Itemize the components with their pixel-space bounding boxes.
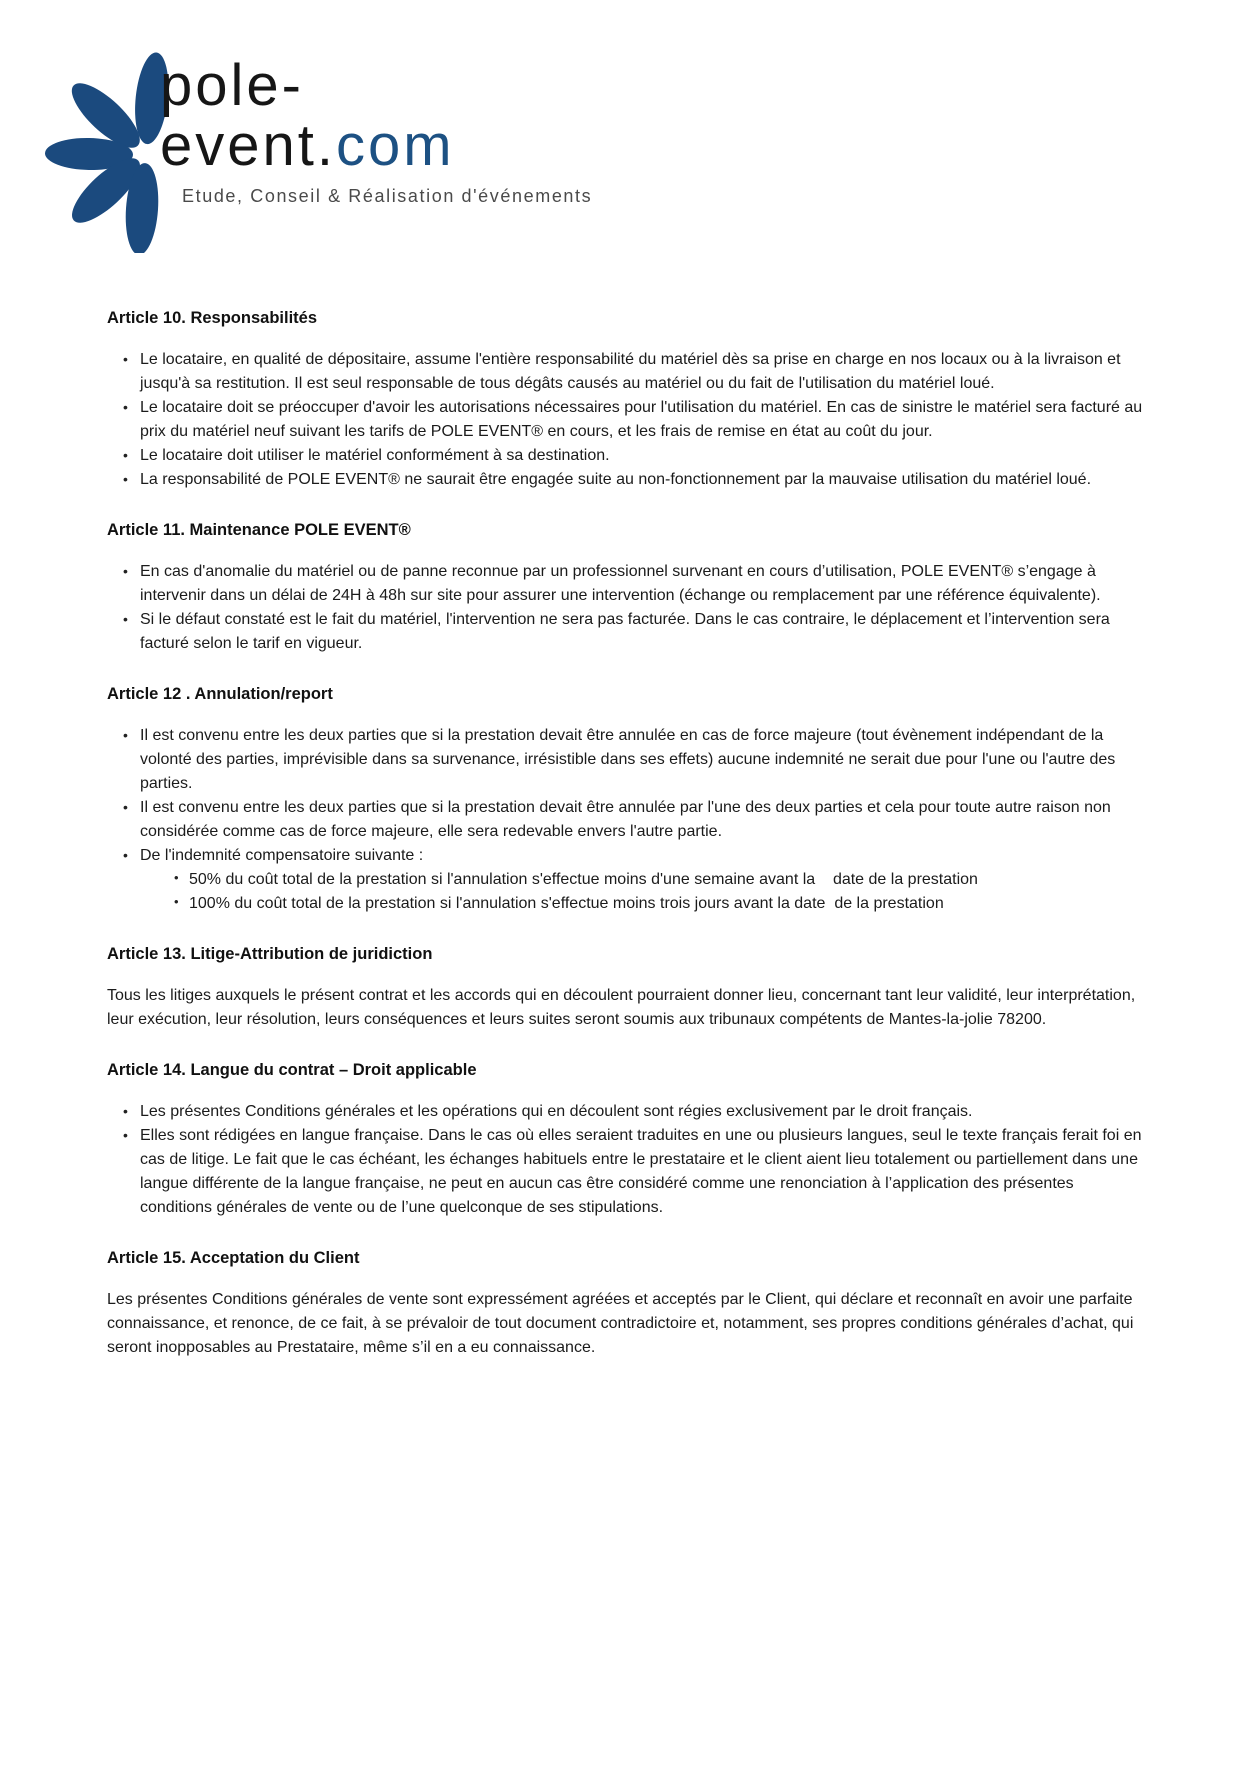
list-item: • Si le défaut constaté est le fait du matériel, l'intervention ne sera pas facturée. Dans le cas contraire, le déplacement et l’intervention sera facturé selon le tarif en vigueur. xyxy=(140,608,1147,656)
list-item: • De l'indemnité compensatoire suivante : • 50% du coût total de la prestation si l'annulation s'effectue moins d'une semaine avant la date de la prestation • 100% du coût total de la prestation si l'annulation s'effectue moins trois jours avant la date de la prestation xyxy=(140,844,1147,916)
wordmark-event: event xyxy=(160,113,317,178)
logo-text xyxy=(160,53,593,207)
wordmark-line2 xyxy=(160,113,592,178)
article-14-heading: Article 14. Langue du contrat – Droit applicable xyxy=(107,1061,477,1079)
pole-event-logo xyxy=(36,46,596,256)
list-item: • Elles sont rédigées en langue française. Dans le cas où elles seraient traduites en une ou plusieurs langues, seul le texte français ferait foi en cas de litige. Le fait que le cas échéant, les échanges habituels entre le prestataire et le client aient lieu totalement ou partiellement dans une langue différente de la langue française, ne peut en aucun cas être considéré comme une renonciation à l’application des présentes conditions générales de vente ou de l’une quelconque de ses stipulations. xyxy=(140,1124,1147,1220)
article-11-heading: Article 11. Maintenance POLE EVENT® xyxy=(107,521,411,539)
list-item: • Il est convenu entre les deux parties que si la prestation devait être annulée en cas de force majeure (tout évènement indépendant de la volonté des parties, imprévisible dans sa survenance, irrésistible dans ses effets) aucune indemnité ne serait due pour l'une ou l'autre des parties. xyxy=(140,724,1147,796)
wordmark-pole: pole- xyxy=(160,53,304,118)
section-article-10 xyxy=(107,306,1147,492)
section-article-12 xyxy=(107,682,1147,916)
section-article-13 xyxy=(107,942,1147,1032)
indemnity-sublist xyxy=(171,868,1147,916)
article-11-list xyxy=(107,560,1147,656)
list-item: • Il est convenu entre les deux parties que si la prestation devait être annulée par l'une des deux parties et cela pour toute autre raison non considérée comme cas de force majeure, elle sera redevable envers l'autre partie. xyxy=(140,796,1147,844)
list-item: • Le locataire, en qualité de dépositaire, assume l'entière responsabilité du matériel dès sa prise en charge en nos locaux ou à la livraison et jusqu'à sa restitution. Il est seul responsable de tous dégâts causés au matériel ou du fait de l'utilisation du matériel loué. xyxy=(140,348,1147,396)
article-13-paragraph: Tous les litiges auxquels le présent contrat et les accords qui en découlent pourraient donner lieu, concernant tant leur validité, leur interprétation, leur exécution, leur résolution, leurs conséquences et leurs suites seront soumis aux tribunaux compétents de Mantes-la-jolie 78200. xyxy=(107,987,1136,1028)
list-item: • Le locataire doit se préoccuper d'avoir les autorisations nécessaires pour l'utilisation du matériel. En cas de sinistre le matériel sera facturé au prix du matériel neuf suivant les tarifs de POLE EVENT® en cours, et les frais de remise en état au coût du jour. xyxy=(140,396,1147,444)
wordmark-dot: . xyxy=(316,113,337,178)
article-12-heading: Article 12 . Annulation/report xyxy=(107,685,333,703)
logo-tagline: Etude, Conseil & Réalisation d'événements xyxy=(182,186,593,206)
article-15-paragraph: Les présentes Conditions générales de vente sont expressément agréées et acceptés par le Client, qui déclare et reconnaît en avoir une parfaite connaissance, et renonce, de ce fait, à se prévaloir de tout document contradictoire et, notamment, ses propres conditions générales d’achat, qui seront inopposables au Prestataire, même s’il en a eu connaissance. xyxy=(107,1291,1134,1356)
document-content xyxy=(107,306,1147,1360)
section-article-11 xyxy=(107,518,1147,656)
article-12-list xyxy=(107,724,1147,916)
article-14-list xyxy=(107,1100,1147,1220)
sublist-item: • 50% du coût total de la prestation si l'annulation s'effectue moins d'une semaine avant la date de la prestation xyxy=(189,868,1147,892)
list-item: • En cas d'anomalie du matériel ou de panne reconnue par un professionnel survenant en cours d’utilisation, POLE EVENT® s’engage à intervenir dans un délai de 24H à 48h sur site pour assurer une intervention (échange ou remplacement par une référence équivalente). xyxy=(140,560,1147,608)
article-15-heading: Article 15. Acceptation du Client xyxy=(107,1249,360,1267)
article-10-heading: Article 10. Responsabilités xyxy=(107,309,317,327)
wordmark-com: com xyxy=(336,113,455,178)
section-article-14 xyxy=(107,1058,1147,1220)
sublist-item: • 100% du coût total de la prestation si l'annulation s'effectue moins trois jours avant la date de la prestation xyxy=(189,892,1147,916)
article-10-list xyxy=(107,348,1147,492)
list-item: • Le locataire doit utiliser le matériel conformément à sa destination. xyxy=(140,444,1147,468)
article-13-heading: Article 13. Litige-Attribution de juridiction xyxy=(107,945,433,963)
wordmark-line1 xyxy=(160,53,592,118)
list-item: • La responsabilité de POLE EVENT® ne saurait être engagée suite au non-fonctionnement par la mauvaise utilisation du matériel loué. xyxy=(140,468,1147,492)
list-item: • Les présentes Conditions générales et les opérations qui en découlent sont régies exclusivement par le droit français. xyxy=(140,1100,1147,1124)
section-article-15 xyxy=(107,1246,1147,1360)
